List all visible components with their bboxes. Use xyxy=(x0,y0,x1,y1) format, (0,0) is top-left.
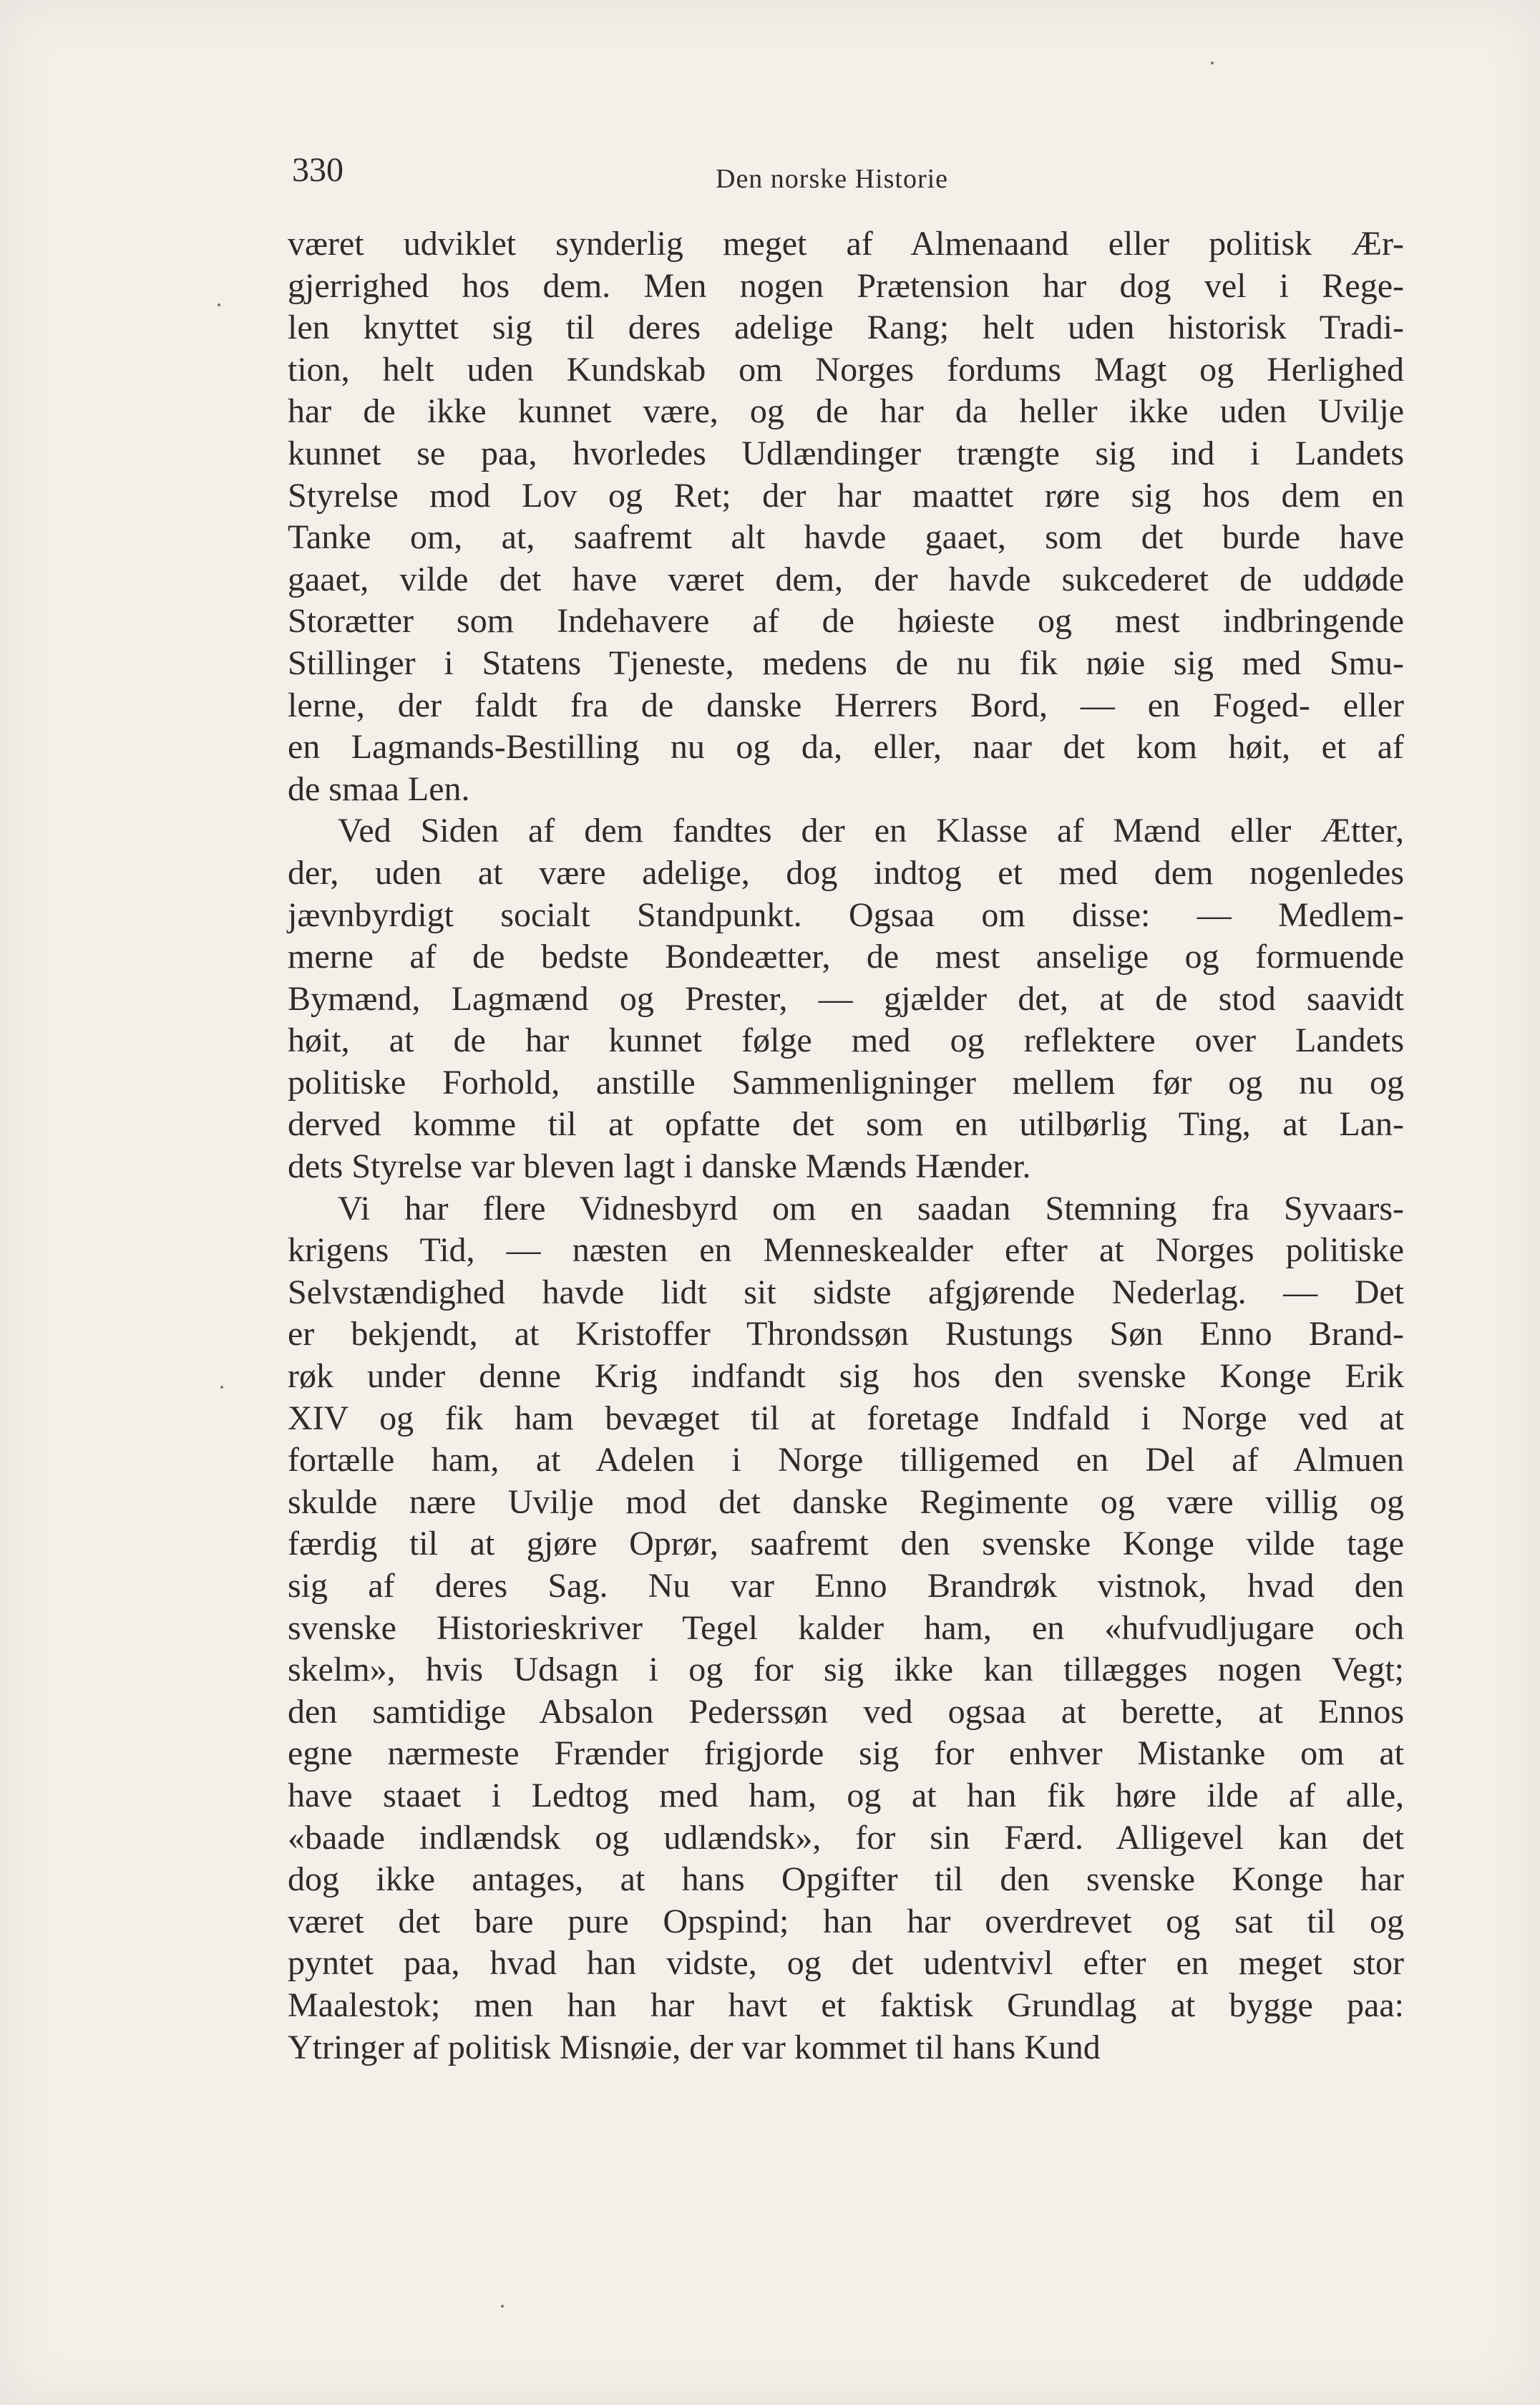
text-line: tion, helt uden Kundskab om Norges fordums Magt og Herlighed xyxy=(288,350,1404,389)
page-header xyxy=(292,150,1408,200)
text-line: dog ikke antages, at hans Opgifter til den svenske Konge har xyxy=(288,1860,1404,1899)
text-line: have staaet i Ledtog med ham, og at han fik høre ilde af alle, xyxy=(288,1776,1404,1814)
text-line: jævnbyrdigt socialt Standpunkt. Ogsaa om disse: — Medlem- xyxy=(288,895,1404,934)
text-line: «baade indlændsk og udlændsk», for sin Færd. Alligevel kan det xyxy=(288,1818,1404,1857)
paper-speck xyxy=(501,2305,504,2308)
text-line: politiske Forhold, anstille Sammenligninger mellem før og nu og xyxy=(288,1063,1404,1102)
text-line: de smaa Len. xyxy=(288,769,470,808)
paper-speck xyxy=(220,1386,223,1389)
text-line: egne nærmeste Frænder frigjorde sig for enhver Mistanke om at xyxy=(288,1734,1404,1773)
text-line: Vi har flere Vidnesbyrd om en saadan Stemning fra Syvaars- xyxy=(338,1189,1404,1228)
text-line: lerne, der faldt fra de danske Herrers Bord, — en Foged- eller xyxy=(288,686,1404,724)
text-line: len knyttet sig til deres adelige Rang; helt uden historisk Tradi- xyxy=(288,308,1404,347)
text-line: gaaet, vilde det have været dem, der havde sukcederet de uddøde xyxy=(288,560,1404,598)
text-line: en Lagmands-Bestilling nu og da, eller, naar det kom høit, et af xyxy=(288,728,1404,767)
paper-speck xyxy=(1211,62,1214,64)
text-line: røk under denne Krig indfandt sig hos den svenske Konge Erik xyxy=(288,1357,1404,1396)
text-line: været det bare pure Opspind; han har overdrevet og sat til og xyxy=(288,1902,1404,1940)
text-line: sig af deres Sag. Nu var Enno Brandrøk vistnok, hvad den xyxy=(288,1567,1404,1605)
text-line: svenske Historieskriver Tegel kalder ham, en «hufvudljugare och xyxy=(288,1608,1404,1647)
text-line: krigens Tid, — næsten en Menneskealder efter at Norges politiske xyxy=(288,1231,1404,1270)
text-line: Ved Siden af dem fandtes der en Klasse af Mænd eller Ætter, xyxy=(338,812,1404,850)
text-line: der, uden at være adelige, dog indtog et med dem nogenledes xyxy=(288,853,1404,892)
text-line: Selvstændighed havde lidt sit sidste afgjørende Nederlag. — Det xyxy=(288,1273,1404,1311)
text-line: er bekjendt, at Kristoffer Throndssøn Rustungs Søn Enno Brand- xyxy=(288,1315,1404,1354)
text-line: Stillinger i Statens Tjeneste, medens de nu fik nøie sig med Smu- xyxy=(288,643,1404,682)
text-line: færdig til at gjøre Oprør, saafremt den svenske Konge vilde tage xyxy=(288,1525,1404,1563)
text-line: skulde nære Uvilje mod det danske Regimente og være villig og xyxy=(288,1482,1404,1521)
paper-speck xyxy=(218,303,220,306)
text-line: Tanke om, at, saafremt alt havde gaaet, som det burde have xyxy=(288,518,1404,557)
page-number: 330 xyxy=(292,151,343,189)
running-title: Den norske Historie xyxy=(716,164,949,194)
text-line: været udviklet synderlig meget af Almenaand eller politisk Ær- xyxy=(288,225,1404,263)
text-line: kunnet se paa, hvorledes Udlændinger trængte sig ind i Landets xyxy=(288,434,1404,472)
text-line: dets Styrelse var bleven lagt i danske Mænds Hænder. xyxy=(288,1147,1031,1186)
text-line: den samtidige Absalon Pederssøn ved ogsaa at berette, at Ennos xyxy=(288,1692,1404,1731)
text-line: pyntet paa, hvad han vidste, og det udentvivl efter en meget stor xyxy=(288,1944,1404,1983)
text-line: skelm», hvis Udsagn i og for sig ikke kan tillægges nogen Vegt; xyxy=(288,1651,1404,1689)
text-line: Storætter som Indehavere af de høieste og mest indbringende xyxy=(288,602,1404,641)
text-line: fortælle ham, at Adelen i Norge tilligemed en Del af Almuen xyxy=(288,1441,1404,1480)
text-line: Bymænd, Lagmænd og Prester, — gjælder det, at de stod saavidt xyxy=(288,979,1404,1018)
text-line: har de ikke kunnet være, og de har da heller ikke uden Uvilje xyxy=(288,392,1404,431)
text-line: Ytringer af politisk Misnøie, der var kommet til hans Kund xyxy=(288,2028,1101,2066)
text-line: høit, at de har kunnet følge med og reflektere over Landets xyxy=(288,1021,1404,1060)
text-line: derved komme til at opfatte det som en utilbørlig Ting, at Lan- xyxy=(288,1105,1404,1144)
text-line: gjerrighed hos dem. Men nogen Prætension har dog vel i Rege- xyxy=(288,266,1404,305)
body-text xyxy=(288,223,1404,2069)
text-line: merne af de bedste Bondeætter, de mest anselige og formuende xyxy=(288,938,1404,976)
text-line: XIV og fik ham bevæget til at foretage Indfald i Norge ved at xyxy=(288,1399,1404,1437)
text-line: Maalestok; men han har havt et faktisk Grundlag at bygge paa: xyxy=(288,1986,1404,2024)
text-line: Styrelse mod Lov og Ret; der har maattet røre sig hos dem en xyxy=(288,476,1404,515)
